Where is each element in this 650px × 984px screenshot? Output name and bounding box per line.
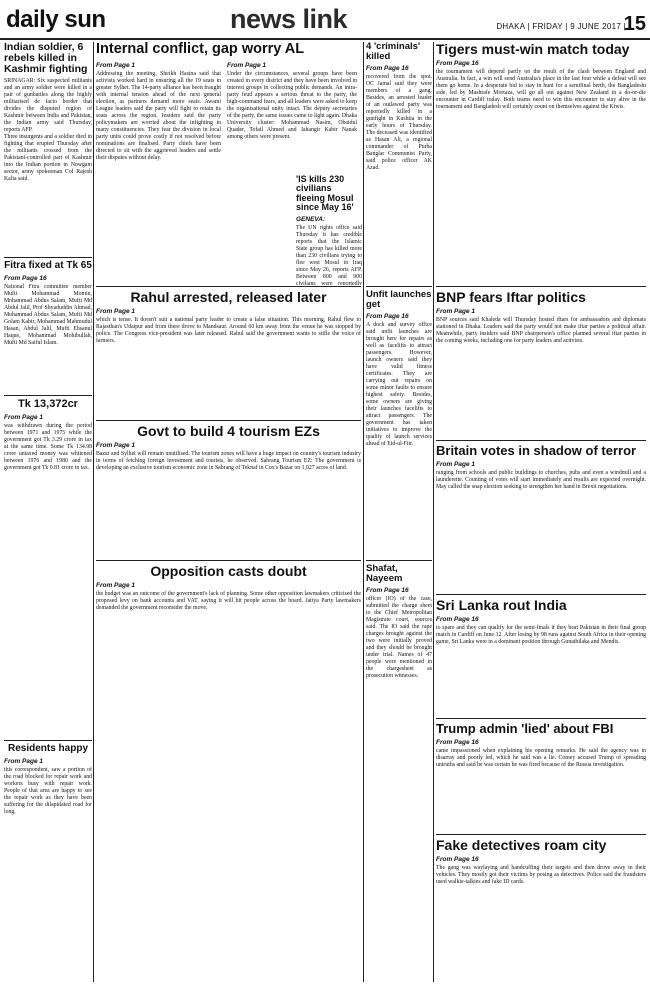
story-fitra xyxy=(4,257,92,393)
body: BNP sources said Khaleda will Thursday hosted iftars for ambassadors and diplomats stationed in Dhaka. Leaders said the party would not make iftar parties a political affair. Meanwhile, party insiders said BNP chairperson's office planned several iftar parties in the coming weeks, including one for party leaders and activists. xyxy=(436,316,646,344)
column-rule xyxy=(433,42,434,982)
body: National Fitra committee member Mufti Mohammad Momin, Mohammad Abdus Salam, Mufti Md Abdul Jalil, Prof Shyaduddin Ahmad, Mohammad Abdus Salam, Mufti Md Golam Kabir, Mohammad Mahmudul Hasan, Abdul Jalil, Mufti Ehsanul Haque, Mohammad Mohibullah, Mufti Md Saiful Islam. xyxy=(4,283,92,346)
story-shafat xyxy=(366,560,432,981)
kicker: From Page 1 xyxy=(227,62,267,70)
body: the budget was an outcome of the government's lack of planning. Some other opposition lawmakers criticised the proposed levy on bank accounts and VAT, saying it will hit people across the board. Jatiya Party lawmakers demanded the government reconsider the move. xyxy=(96,590,361,611)
headline: BNP fears Iftar politics xyxy=(436,289,586,305)
kicker: From Page 16 xyxy=(436,59,479,67)
story-india xyxy=(4,42,92,254)
kicker: From Page 1 xyxy=(4,413,44,421)
headline: Trump admin 'lied' about FBI xyxy=(436,721,614,736)
body: came impassioned when explaining his opening remarks. He said the agency was in disarray and poorly led, which he said was a lie. Comey accused Trump of spreading untruths and said he was certain he was fired because of the Russia investigation. xyxy=(436,747,646,768)
body: Addressing the meeting, Sheikh Hasina said that activists worked hard in ensuring all the 19 seats in greater Sylhet. The 14-party alliance has been fraught with internal tension ahead of the next general election, as partners demand more seats. Awami League leaders said the party will fight to retain its seats across the region. Insiders said the party policymakers are worried about the infighting in many constituencies. They fear the division in local party units could prove costly if not resolved before nominations are finalised. Party chiefs have been directed to sit with the aggrieved leaders and settle their disputes without delay. xyxy=(96,71,221,162)
kicker: From Page 16 xyxy=(436,738,479,746)
kicker: From Page 1 xyxy=(96,307,136,315)
kicker: GENEVA: xyxy=(296,215,326,223)
kicker: From Page 16 xyxy=(366,64,409,72)
story-residents xyxy=(4,740,92,981)
body: The UN rights office said Thursday it has credible reports that the Islamic State group has killed more than 230 civilians trying to flee west Mosul in Iraq since May 26, reports AFP. Between 800 and 900 civilians were reportedly xyxy=(296,224,362,285)
story-fake-detectives xyxy=(436,834,646,981)
kicker: From Page 16 xyxy=(366,586,409,594)
kicker: From Page 1 xyxy=(96,581,136,589)
story-srilanka xyxy=(436,594,646,715)
kicker: From Page 16 xyxy=(366,312,409,320)
column-rule xyxy=(93,42,94,982)
body: to spare and they can qualify for the semi-finals if they beat Pakistan in their final group match in Cardiff on June 12. After losing by 98 runs against South Africa in their opening game, Sri Lanka were in a dominant position through Gunathilaka and Mendis. xyxy=(436,624,646,645)
story-tourism xyxy=(96,420,361,556)
section-title: news link xyxy=(230,4,348,34)
headline: Indian soldier, 6 rebels killed in Kashmir fighting xyxy=(4,42,88,76)
headline: 4 'criminals' killed xyxy=(366,42,421,62)
body: recovered from the spot. OC Jamal said they were members of a gang. Besides, an arrested leader of an outlawed party was reportedly killed in a gunfight in Kushtia in the early hours of Thursday. The deceased was identified as Hasan Ali, a regional commander of Purba Banglar Communist Party, said police officer AK Azad. xyxy=(366,73,432,171)
kicker: From Page 1 xyxy=(436,460,476,468)
headline: Tk 13,372cr xyxy=(18,398,78,410)
headline: Residents happy xyxy=(7,743,89,754)
kicker: From Page 16 xyxy=(4,274,47,282)
kicker: From Page 1 xyxy=(4,757,44,765)
body: The gang was waylaying and handcuffing their targets and then drove away in their vehicles. They mostly got their victims by posing as detectives. Police said the fraudsters used walkie-talkies and fake ID cards. xyxy=(436,864,646,885)
body: Bazar and Sylhet will remain unutilised. The tourism zones will have a huge impact on country's tourism industry in terms of fetching foreign investment and tourists, he observed. Sabrang Tourism EZ: The government is developing an exclusive tourism economic zone in Sabrang of Teknaf in Cox's Bazar on 1,027 acres of land. xyxy=(96,450,361,471)
headline: Fitra fixed at Tk 65 xyxy=(4,260,92,271)
story-trump xyxy=(436,718,646,831)
column-rule xyxy=(363,42,364,982)
body: Three insurgents and a soldier died in fighting that erupted Thursday after the militants crossed from the Pakistani-controlled part of Kashmir into the Indian portion in Nowgam sector, army spokesman Col Rajesh Kalia said. xyxy=(4,134,92,183)
headline: 'IS kills 230 civilians fleeing Mosul since May 16' xyxy=(296,175,354,213)
story-is-mosul xyxy=(296,175,362,285)
story-criminals xyxy=(366,42,432,282)
headline: Rahul arrested, released later xyxy=(130,289,327,305)
body: the tournament will depend partly on the result of the clash between England and Australia. In fact, a win will send Australia's place in the last four while a defeat will see them go home. In a desperate bid to stay in hunt for a semifinal berth, the Bangladeshi side, led by Mashrafe Mortaza, will go all out against New Zealand in a do-or-die encounter in Cardiff today. Both teams need to win this encounter to stay alive in the tournament and Bangladesh will certainly count on themselves against the Kiwis. xyxy=(436,68,646,110)
body: this correspondent, saw a portion of the road blocked for repair work and workers busy with repair work. People of that area are happy to see the repair work as they have been suffering for the dilapidated road for long. xyxy=(4,766,92,815)
headline: Fake detectives roam city xyxy=(436,837,607,853)
story-tk13372 xyxy=(4,395,92,736)
headline: Tigers must-win match today xyxy=(436,42,630,57)
story-britain xyxy=(436,440,646,591)
kicker: From Page 1 xyxy=(96,62,136,70)
dateline: DHAKA | FRIDAY | 9 JUNE 2017 | xyxy=(496,22,626,31)
headline: Unfit launches get xyxy=(366,289,432,310)
story-tigers xyxy=(436,42,646,282)
body: was withdrawn during the period between 1971 and 1975 while the government got Tk 3.29 crore in tax at the same time. Some Tk 134.98 crore untaxed money was whitened between 1976 and 1980 and the government got Tk 0.81 crore in tax. xyxy=(4,422,92,471)
lead: SRINAGAR: Six suspected militants and an army soldier were killed in a pair of gunbattles along the highly militarised de facto border that divides the disputed region of Kashmir between India and Pakistan, the Indian army said Thursday, reports AFP. xyxy=(4,78,92,134)
headline: Internal conflict, gap worry AL xyxy=(96,42,305,57)
body: ranging from schools and public buildings to churches, pubs and even a windmill and a launderette. Counting of votes will start immediately and results are expected overnight. May called the snap election seeking to strengthen her hand in Brexit negotiations. xyxy=(436,469,646,490)
body: Under the circumstances, several groups have been created in every district and they have been involved in interest groups in collecting public demands. An intra-party feud appears a serious threat to the party, the high-command fears, and all leaders were asked to keep the organisational unity intact. The deputy secretaries of the party, the same issues came to light again. Dhaka University cluster: Mohammad Nasim, Obaidul Quader, Tofail Ahmed and Jahangir Kabir Nanak among others were present. xyxy=(227,71,357,141)
story-opposition xyxy=(96,560,361,791)
story-rahul xyxy=(96,286,361,417)
body: A dock and survey office said unfit launches are brought here for repairs as well as facelifts to attract passengers. However, launch owners said they have valid fitness certificates. They are carrying out repairs on some minor faults to ensure highest safety. Besides, some owners are giving their launches facelifts to attract passengers. The government has taken initiatives to improve the quality of launch services ahead of Eid-ul-Fitr. xyxy=(366,321,432,447)
headline: Govt to build 4 tourism EZs xyxy=(137,423,320,439)
body: officer (IO) of the case, submitted the charge sheet to the Chief Metropolitan Magistrate court, sources said. The IO said the rape charges brought against the two were initially proved and they should be brought under trial. Names of 47 people were mentioned in the chargesheet as prosecution witnesses. xyxy=(366,595,432,679)
kicker: From Page 1 xyxy=(96,441,136,449)
newspaper-logo: daily sun xyxy=(6,6,106,33)
kicker: From Page 1 xyxy=(436,307,476,315)
story-unfit-launches xyxy=(366,286,432,557)
page-number: 15 xyxy=(623,13,646,35)
headline: Sri Lanka rout India xyxy=(436,597,567,613)
kicker: From Page 16 xyxy=(436,615,479,623)
body: which is tense. It doesn't suit a national party leader to create a false situation. This morning, Rahul flew to Rajasthan's Udaipur and from there drove to Mandsaur. Around 60 km away from the venue he was stopped by police. The Congress vice-president was later released. Rahul said the government wants to stifle the voice of farmers. xyxy=(96,316,361,344)
story-bnp xyxy=(436,286,646,437)
headline: Shafat, Nayeem xyxy=(366,563,403,584)
headline: Opposition casts doubt xyxy=(150,563,307,579)
masthead xyxy=(0,0,650,40)
headline: Britain votes in shadow of terror xyxy=(436,443,637,458)
kicker: From Page 16 xyxy=(436,855,479,863)
